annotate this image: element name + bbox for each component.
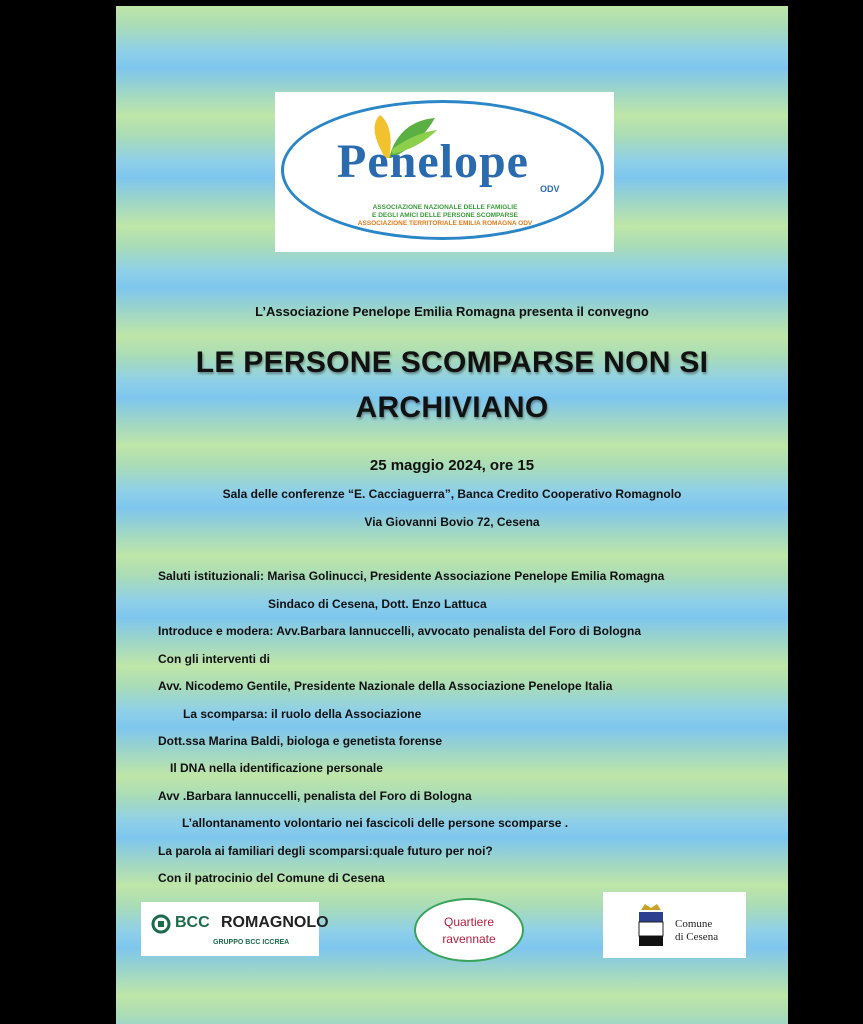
program-line: Saluti istituzionali: Marisa Golinucci, Presidente Associazione Penelope Emilia Romagna: [158, 569, 665, 583]
comune-line-2: di Cesena: [675, 931, 719, 943]
program-line: Avv. Nicodemo Gentile, Presidente Nazionale della Associazione Penelope Italia: [158, 679, 613, 693]
bcc-romagnolo-logo: [141, 902, 329, 956]
bcc-leaf-icon: [151, 914, 171, 934]
logo-odv: ODV: [540, 184, 560, 194]
program-line: Dott.ssa Marina Baldi, biologa e genetista forense: [158, 734, 443, 748]
program-line: Con il patrocinio del Comune di Cesena: [158, 871, 385, 885]
program-line: La scomparsa: il ruolo della Associazione: [183, 707, 422, 721]
program-line: Sindaco di Cesena, Dott. Enzo Lattuca: [268, 597, 487, 611]
crest-icon: [637, 902, 665, 950]
quartiere-ravennate-logo: [414, 898, 524, 962]
event-poster: [116, 6, 788, 1024]
title-line-1: LE PERSONE SCOMPARSE NON SI: [195, 346, 709, 379]
title-line-2: ARCHIVIANO: [355, 391, 549, 424]
logo-name: Penelope: [337, 135, 529, 188]
comune-di-cesena-logo: [603, 892, 746, 958]
event-address: Via Giovanni Bovio 72, Cesena: [364, 515, 540, 529]
logo-subtitle-1: ASSOCIAZIONE NAZIONALE DELLE FAMIGLIE: [372, 204, 518, 211]
intro-text: L’Associazione Penelope Emilia Romagna presenta il convegno: [255, 304, 649, 319]
bcc-prefix: BCC: [175, 914, 210, 931]
event-venue: Sala delle conferenze “E. Cacciaguerra”, Banca Credito Cooperativo Romagnolo: [222, 487, 682, 501]
bcc-group: GRUPPO BCC ICCREA: [213, 939, 290, 946]
program-line: Introduce e modera: Avv.Barbara Iannuccelli, avvocato penalista del Foro di Bologna: [158, 624, 642, 638]
quartiere-line-1: Quartiere: [443, 915, 495, 929]
event-date: 25 maggio 2024, ore 15: [369, 457, 535, 474]
program-line: Il DNA nella identificazione personale: [170, 761, 383, 775]
program-line: La parola ai familiari degli scomparsi:quale futuro per noi?: [158, 844, 493, 858]
program-line: L’allontanamento volontario nei fascicoli delle persone scomparse .: [182, 816, 569, 830]
quartiere-line-2: ravennate: [442, 932, 496, 946]
program-line: Avv .Barbara Iannuccelli, penalista del Foro di Bologna: [158, 789, 472, 803]
penelope-logo: [275, 92, 614, 252]
logo-subtitle-3: ASSOCIAZIONE TERRITORIALE EMILIA ROMAGNA ODV: [357, 220, 533, 227]
bcc-name: ROMAGNOLO: [221, 914, 329, 931]
logo-subtitle-2: E DEGLI AMICI DELLE PERSONE SCOMPARSE: [372, 212, 518, 219]
program-line: Con gli interventi di: [158, 652, 271, 666]
comune-line-1: Comune: [675, 918, 713, 930]
